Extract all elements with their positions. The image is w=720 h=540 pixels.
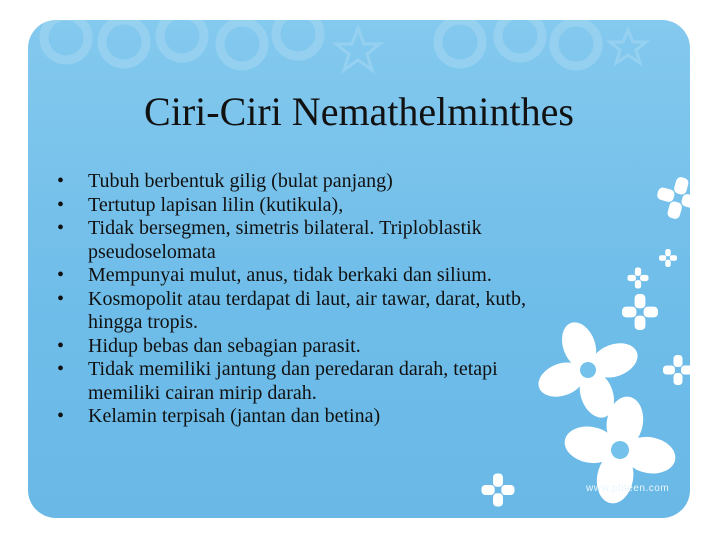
bullet-dot: • [57, 170, 65, 192]
bullet-dot: • [57, 217, 65, 239]
bullet-text-line: Tubuh berbentuk gilig (bulat panjang) [88, 170, 393, 192]
slide [28, 20, 690, 518]
bullet-item [57, 335, 637, 359]
bullet-text-line: hingga tropis. [88, 311, 198, 333]
top-pattern [44, 20, 646, 70]
bullet-dot: • [57, 334, 65, 357]
bullet-text-line: Tidak bersegmen, simetris bilateral. Triploblastik [88, 217, 482, 239]
bullet-dot: • [57, 287, 65, 310]
bullet-dot: • [57, 264, 65, 286]
bullet-text-line: pseudoselomata [88, 240, 216, 263]
watermark: www.pbteen.com [586, 483, 670, 494]
bullet-dot: • [57, 358, 65, 380]
bullet-text-line: Kelamin terpisah (jantan dan betina) [88, 405, 381, 427]
bullet-text-line: memiliki cairan mirip darah. [88, 381, 317, 404]
bullet-text-line: Tidak memiliki jantung dan peredaran darah, tetapi [88, 358, 498, 380]
bullet-text-line: Hidup bebas dan sebagian parasit. [88, 334, 361, 357]
bullet-item [57, 405, 637, 429]
bullet-text-line: Mempunyai mulut, anus, tidak berkaki dan silium. [88, 264, 492, 286]
bullet-item [57, 288, 637, 335]
bullet-item [57, 170, 637, 194]
bullet-item [57, 358, 637, 405]
bullet-text-line: Kosmopolit atau terdapat di laut, air tawar, darat, kutb, [88, 287, 526, 310]
bullet-item [57, 217, 637, 264]
bullet-item [57, 194, 637, 218]
bullet-dot: • [57, 193, 65, 216]
slide-title: Ciri-Ciri Nemathelminthes [144, 89, 574, 134]
bullet-text-line: Tertutup lapisan lilin (kutikula), [88, 193, 344, 216]
bullet-item [57, 264, 637, 288]
bullet-list [57, 170, 637, 429]
bullet-dot: • [57, 405, 65, 427]
